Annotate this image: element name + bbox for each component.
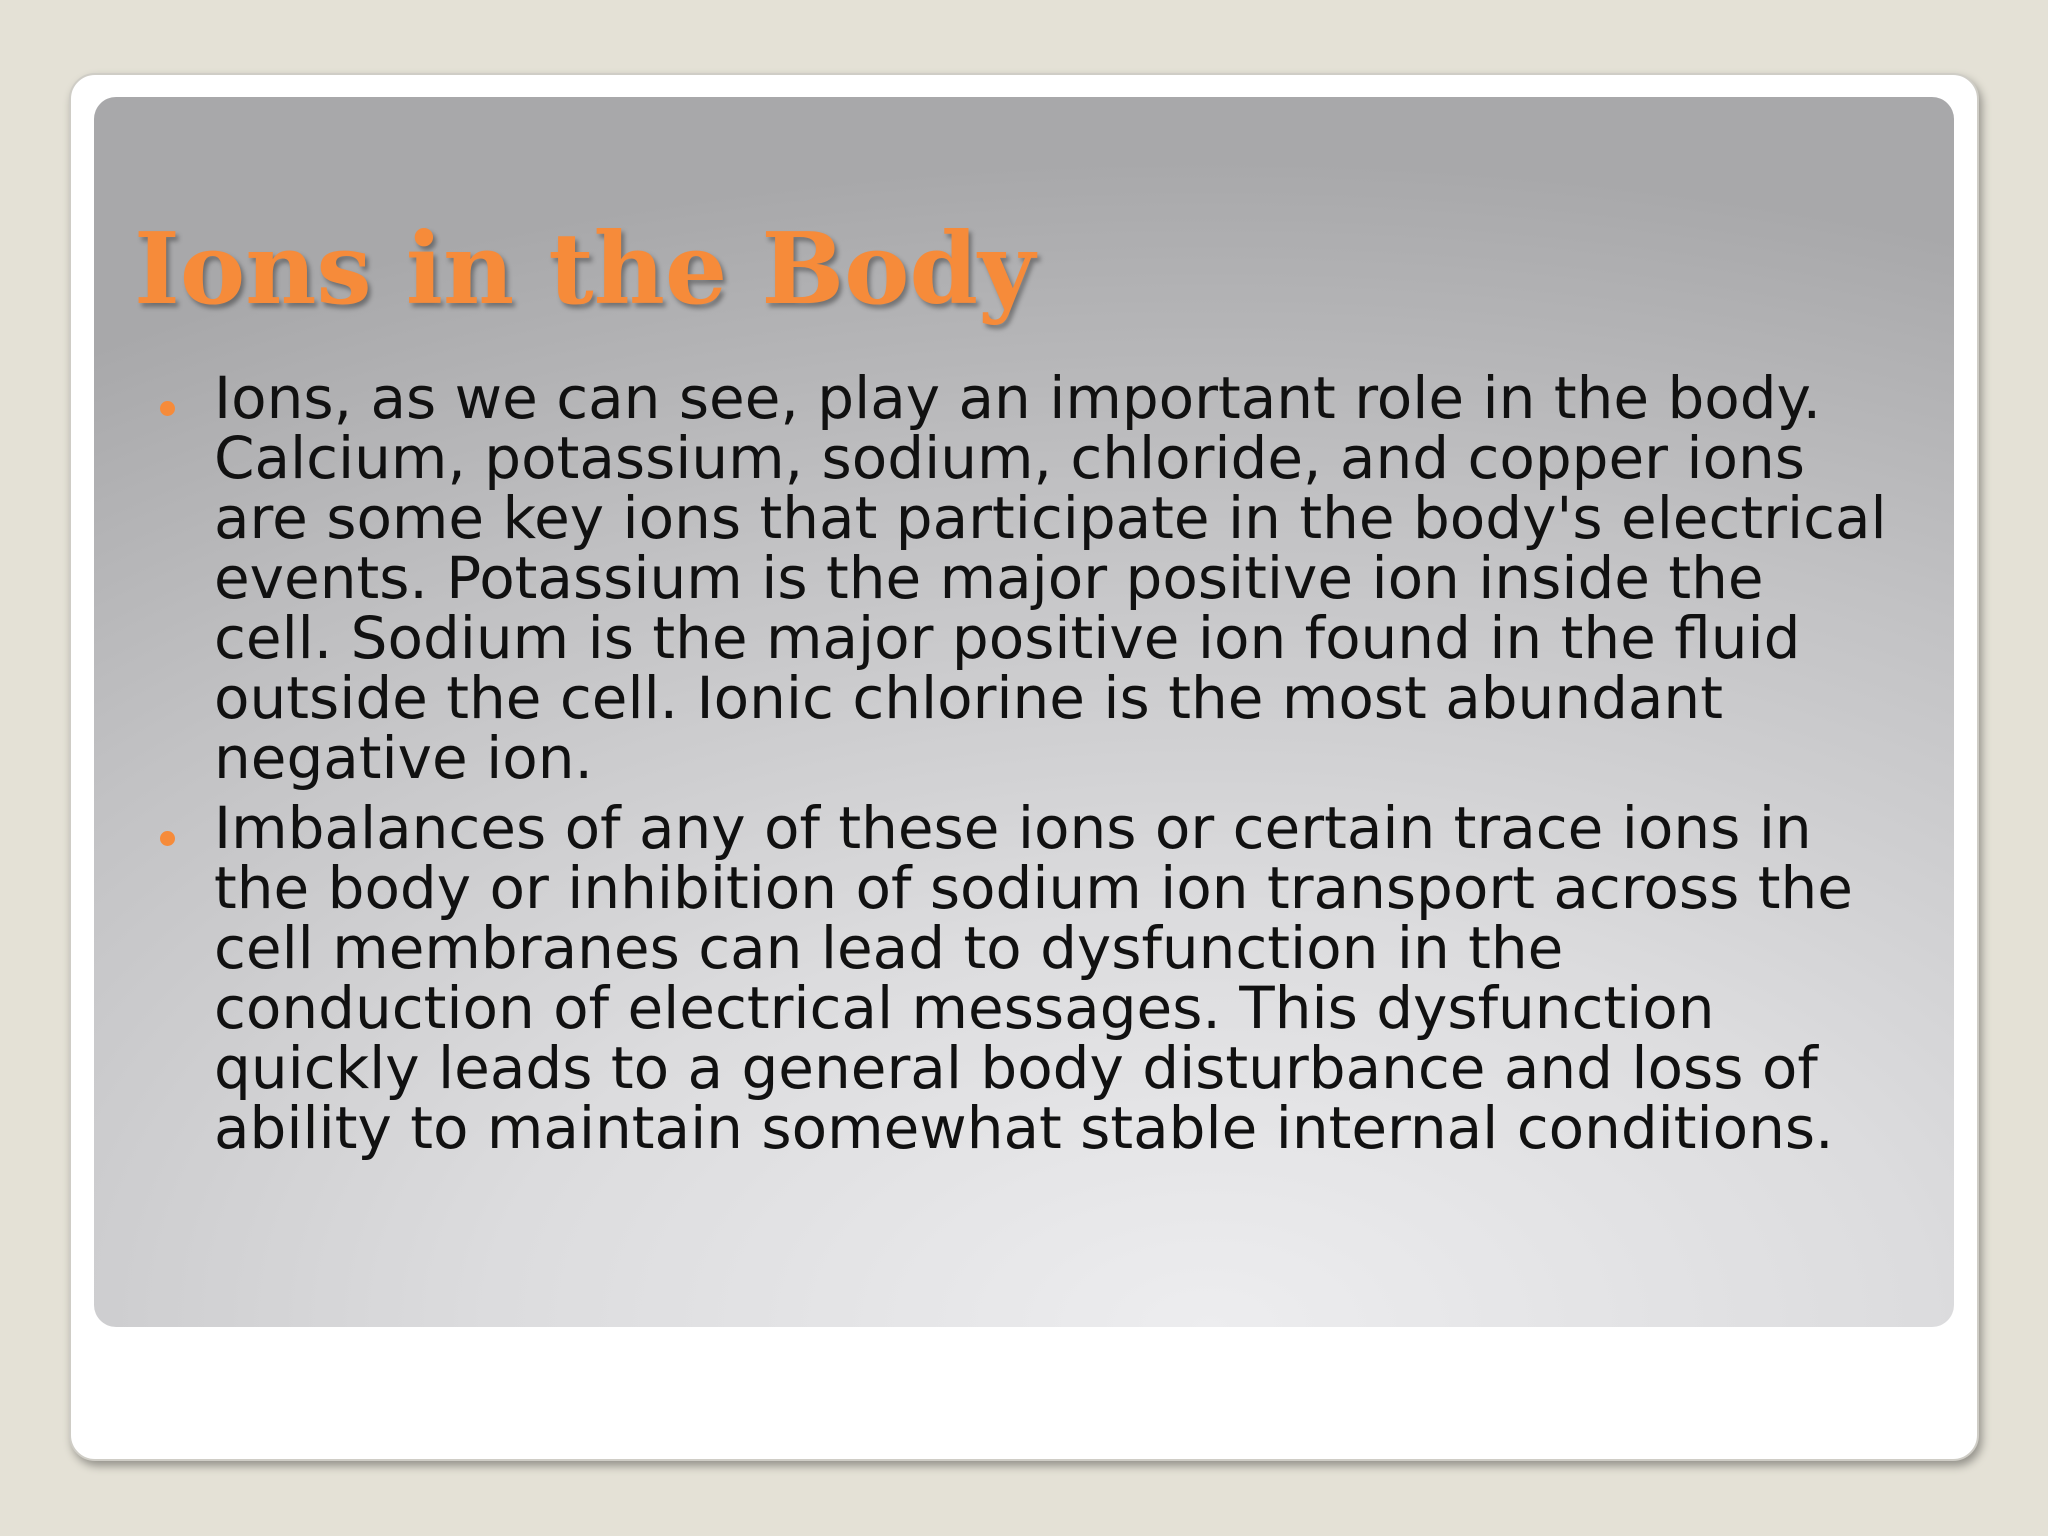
bullet-dot-icon — [160, 831, 175, 846]
bullet-text: Ions, as we can see, play an important role in the body. Calcium, potassium, sodium, chloride, and copper ions are some key ions that participate in the body's electrical events. Potassium is the major positive ion inside the cell. Sodium is the major positive ion found in the fluid outside the cell. Ionic chlorine is the most abundant negative ion. — [214, 364, 1887, 792]
bullet-item — [160, 364, 1900, 792]
bullet-list — [160, 364, 1900, 1168]
slide-title: Ions in the Body — [134, 212, 1035, 327]
bullet-item — [160, 794, 1900, 1162]
bullet-dot-icon — [160, 401, 175, 416]
bullet-text: Imbalances of any of these ions or certain trace ions in the body or inhibition of sodium ion transport across the cell membranes can lead to dysfunction in the conduction of electrical messages. This dysfunction quickly leads to a general body disturbance and loss of ability to maintain somewhat stable internal conditions. — [214, 794, 1853, 1162]
